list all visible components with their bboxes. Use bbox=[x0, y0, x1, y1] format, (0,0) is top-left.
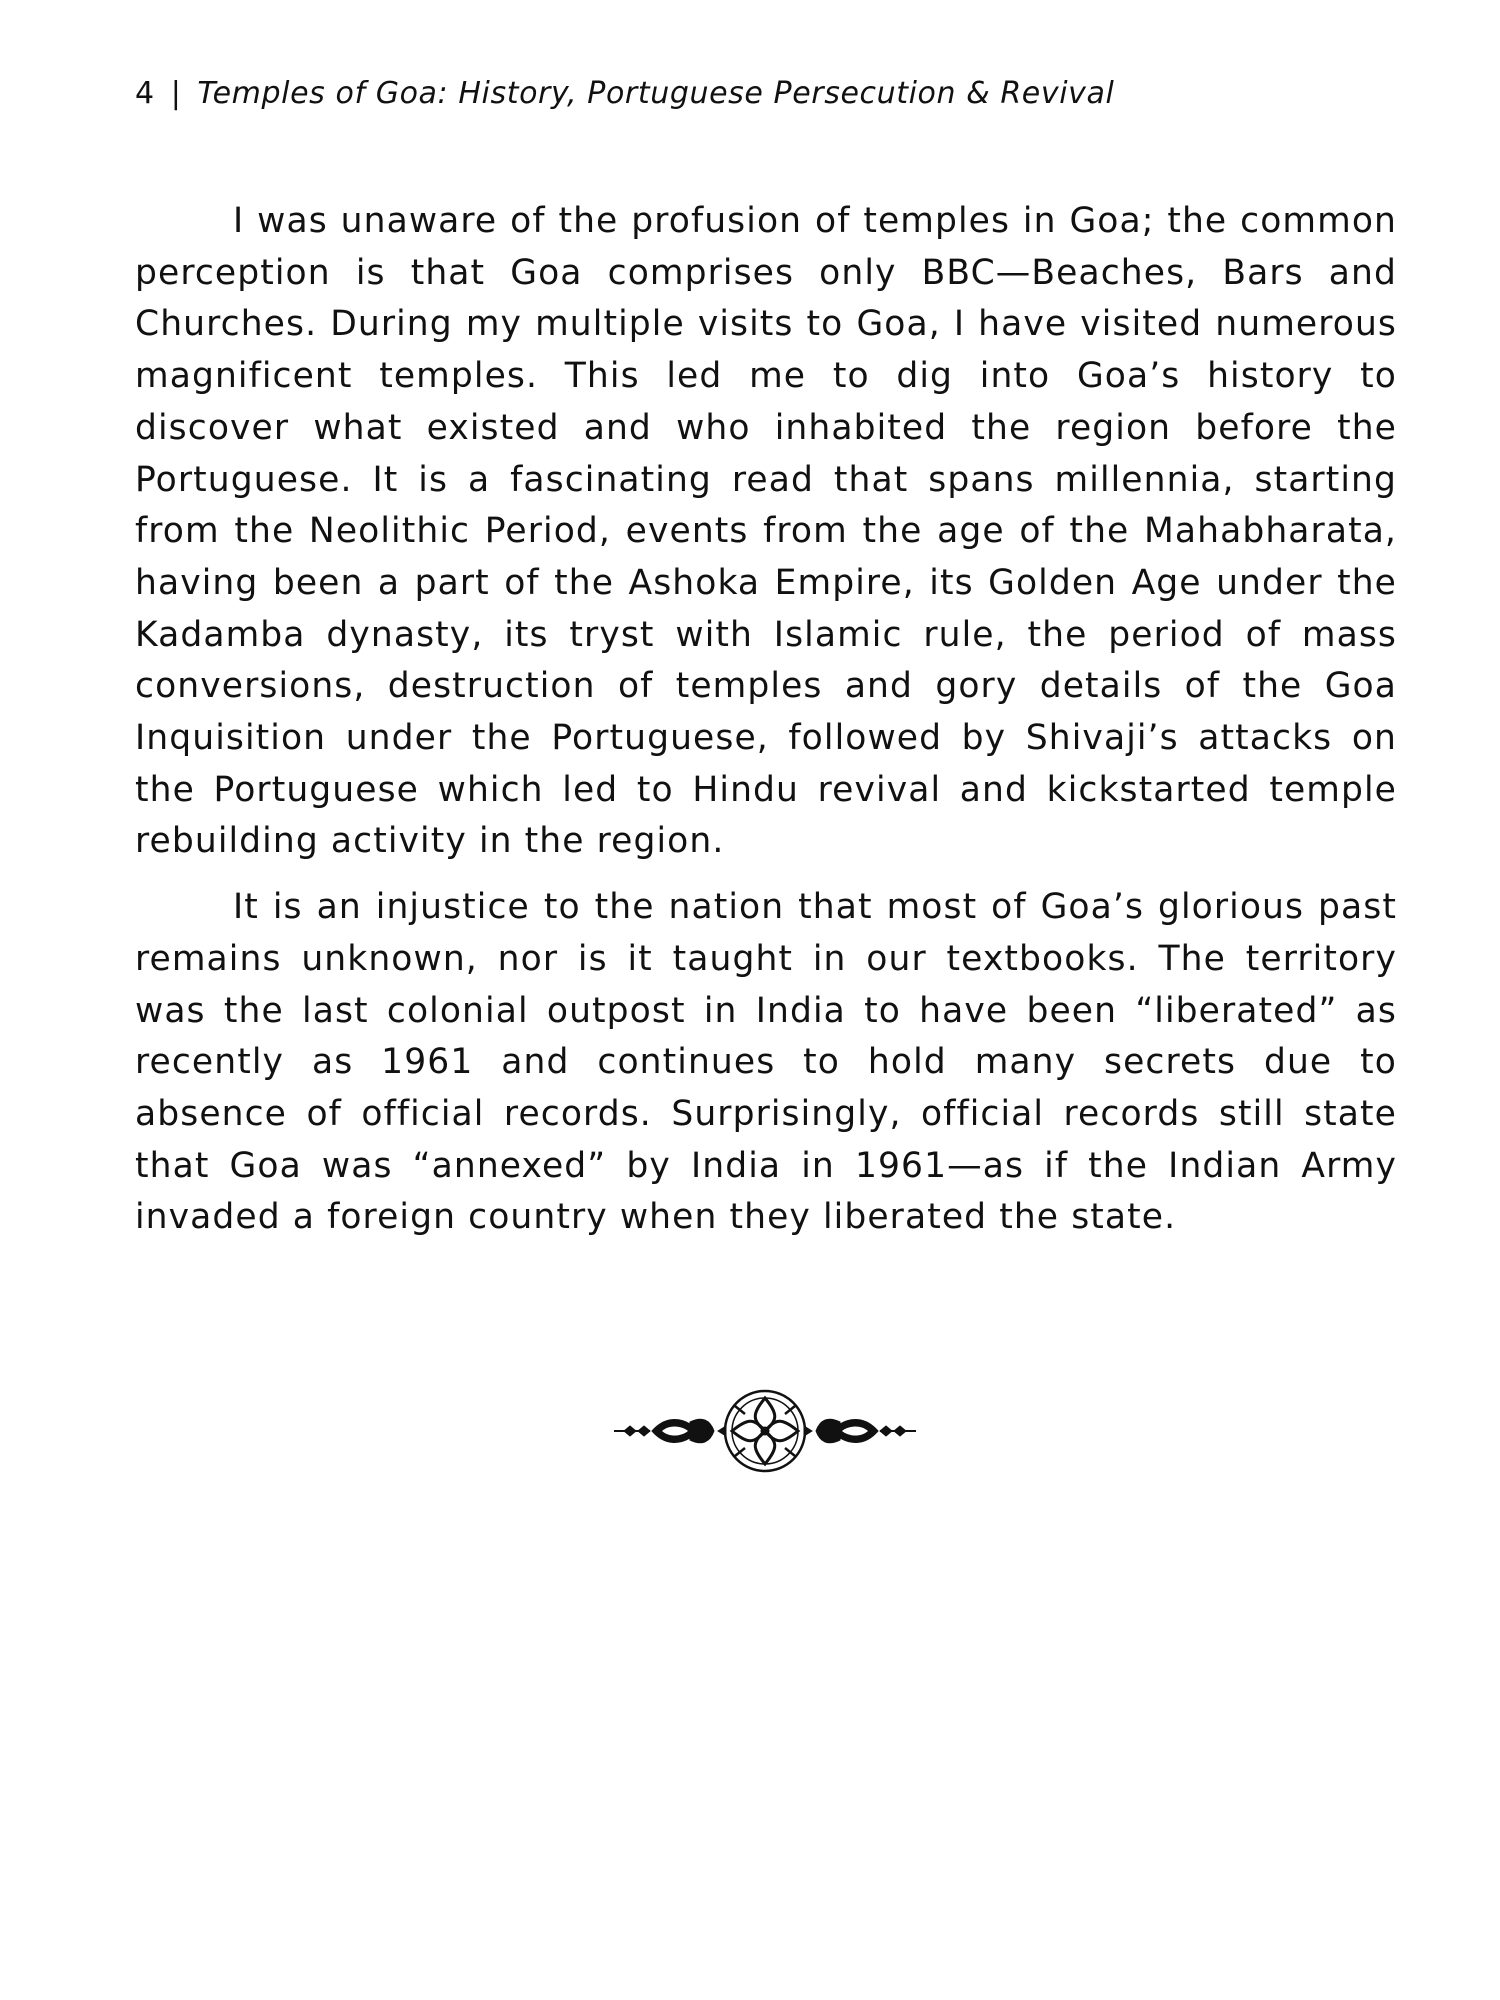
body-text bbox=[135, 196, 1397, 1244]
page-number: 4 bbox=[135, 76, 155, 111]
paragraph-1: I was unaware of the profusion of temples in Goa; the common perception is that Goa comprises only BBC—Beaches, Bars and Churches. During my multiple visits to Goa, I have visited numerous magnificent temples. This led me to dig into Goa’s history to discover what existed and who inhabited the region before the Portuguese. It is a fascinating read that spans millennia, starting from the Neolithic Period, events from the age of the Mahabharata, having been a part of the Ashoka Empire, its Golden Age under the Kadamba dynasty, its tryst with Islamic rule, the period of mass conversions, destruction of temples and gory details of the Goa Inquisition under the Portuguese, followed by Shivaji’s attacks on the Portuguese which led to Hindu revival and kickstarted temple rebuilding activity in the region. bbox=[135, 201, 1397, 862]
paragraph-2: It is an injustice to the nation that most of Goa’s glorious past remains unknown, nor is it taught in our textbooks. The territory was the last colonial outpost in India to have been “liberated” as recently as 1961 and continues to hold many secrets due to absence of official records. Surprisingly, official records still state that Goa was “annexed” by India in 1961—as if the Indian Army invaded a foreign country when they liberated the state. bbox=[135, 887, 1397, 1238]
book-title: Temples of Goa: History, Portuguese Persecution & Revival bbox=[197, 76, 1115, 111]
header-separator: | bbox=[170, 76, 182, 111]
floral-divider-icon bbox=[610, 1386, 920, 1476]
running-header bbox=[135, 74, 1114, 114]
